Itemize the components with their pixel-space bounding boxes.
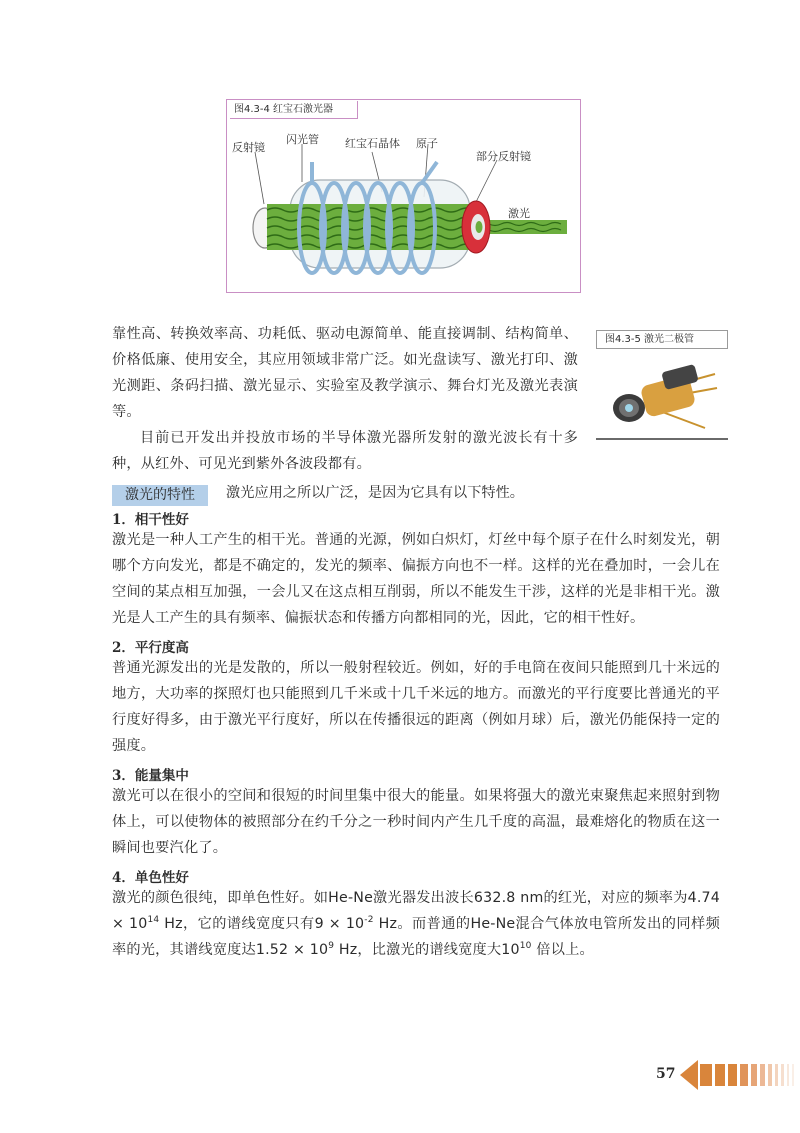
label-flash-tube: 闪光管 [286,133,319,146]
label-partial-mirror: 部分反射镜 [476,150,531,163]
section-intro: 激光应用之所以广泛，是因为它具有以下特性。 [226,485,524,501]
paragraph-monochromaticity: 激光的颜色很纯，即单色性好。如He-Ne激光器发出波长632.8 nm的红光，对应的频率为$4.74 \times 10^{14}$ Hz，它的谱线宽度只有$9 \times 10^{-2}$ Hz。而普通的He-Ne混合气体放电管所发出的同样频率的光，其谱线宽度达$1.52 \times 10^9$ Hz，比激光的谱线宽度大$10^{10}$ 倍以上。 [112,890,720,958]
laser-diode-figure-rule [596,438,728,440]
laser-diode-illustration [605,352,720,434]
page-number: 57 [656,1066,676,1082]
laser-diode-figure-caption: 图4.3-5 激光二极管 [596,330,728,349]
paragraph-energy: 激光可以在很小的空间和很短的时间里集中很大的能量。如果将强大的激光束聚焦起来照射到物体上，可以使物体的被照部分在约千分之一秒时间内产生几千度的高温，最难熔化的物质在这一瞬间也要汽化了。 [112,788,720,856]
heading-parallelism: 2．平行度高 [112,640,189,656]
heading-coherence: 1．相干性好 [112,512,189,528]
section-tag-laser-properties: 激光的特性 [112,485,208,506]
intro-paragraph-1: 靠性高、转换效率高、功耗低、驱动电源简单、能直接调制、结构简单、价格低廉、使用安全，其应用领域非常广泛。如光盘读写、激光打印、激光测距、条码扫描、激光显示、实验室及教学演示、舞台灯光及激光表演等。 [112,326,578,420]
heading-energy: 3．能量集中 [112,768,189,784]
paragraph-parallelism: 普通光源发出的光是发散的，所以一般射程较近。例如，好的手电筒在夜间只能照到几十米远的地方，大功率的探照灯也只能照到几千米或十几千米远的地方。而激光的平行度要比普通光的平行度好得多，由于激光平行度好，所以在传播很远的距离（例如月球）后，激光仍能保持一定的强度。 [112,660,720,754]
label-ruby-crystal: 红宝石晶体 [345,137,400,150]
label-laser-beam: 激光 [508,207,530,220]
ruby-laser-figure-caption: 图4.3-4 红宝石激光器 [230,101,358,119]
intro-paragraph-2: 目前已开发出并投放市场的半导体激光器所发射的激光波长有十多种，从红外、可见光到紫外各波段都有。 [112,430,578,472]
heading-monochromaticity: 4．单色性好 [112,870,189,886]
page-arrow-decoration-icon [680,1058,800,1092]
label-atom: 原子 [416,137,438,150]
paragraph-coherence: 激光是一种人工产生的相干光。普通的光源，例如白炽灯，灯丝中每个原子在什么时刻发光，朝哪个方向发光，都是不确定的，发光的频率、偏振方向也不一样。这样的光在叠加时，一会儿在空间的某点相互加强，一会儿又在这点相互削弱，所以不能发生干涉，这样的光是非相干光。激光是人工产生的具有频率、偏振状态和传播方向都相同的光，因此，它的相干性好。 [112,532,720,626]
label-mirror: 反射镜 [232,141,265,154]
